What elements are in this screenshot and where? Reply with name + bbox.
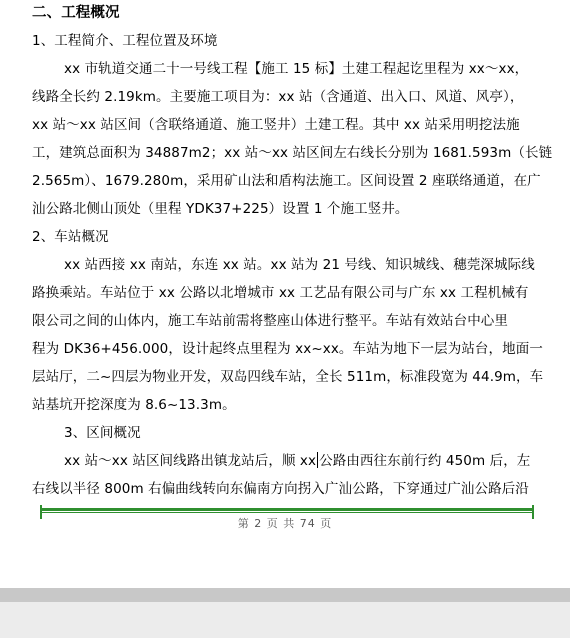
paragraph-line: xx 站西接 xx 南站，东连 xx 站。xx 站为 21 号线、知识城线、穗莞深城际线 <box>64 257 535 273</box>
horizontal-scrollbar[interactable] <box>0 588 570 602</box>
paragraph-line: 工，建筑总面积为 34887m2；xx 站～xx 站区间左右线长分别为 1681.593m（长链 <box>32 145 553 161</box>
viewer-bottom-area <box>0 602 570 638</box>
footer-rule-thin <box>40 512 534 513</box>
paragraph-line-with-cursor[interactable] <box>64 452 530 470</box>
paragraph-line: xx 站～xx 站区间（含联络通道、施工竖井）土建工程。其中 xx 站采用明挖法施 <box>32 117 520 133</box>
paragraph-line: 站基坑开挖深度为 8.6~13.3m。 <box>32 397 236 413</box>
paragraph-line: 层站厅，二~四层为物业开发，双岛四线车站，全长 511m，标准段宽为 44.9m，车 <box>32 369 544 385</box>
section-heading: 二、工程概况 <box>32 5 120 21</box>
page-number: 第 2 页 共 74 页 <box>237 517 333 530</box>
paragraph-line: 程为 DK36+456.000，设计起终点里程为 xx~xx。车站为地下一层为站台，地面一 <box>32 341 543 357</box>
paragraph-line: 汕公路北侧山顶处（里程 YDK37+225）设置 1 个施工竖井。 <box>32 201 409 217</box>
subheading-station: 2、车站概况 <box>32 229 109 245</box>
paragraph-line: 路换乘站。车站位于 xx 公路以北增城市 xx 工艺品有限公司与广东 xx 工程机械有 <box>32 285 529 301</box>
subheading-interval: 3、区间概况 <box>64 425 141 441</box>
paragraph-line: 限公司之间的山体内，施工车站前需将整座山体进行整平。车站有效站台中心里 <box>32 313 508 329</box>
footer-rule <box>40 508 534 511</box>
text-before-cursor: xx 站～xx 站区间线路出镇龙站后，顺 xx <box>64 453 317 469</box>
paragraph-line: 右线以半径 800m 右偏曲线转向东偏南方向拐入广汕公路，下穿通过广汕公路后沿 <box>32 481 529 497</box>
text-cursor <box>317 452 318 468</box>
paragraph-line: 2.565m）、1679.280m，采用矿山法和盾构法施工。区间设置 2 座联络通道，在广 <box>32 173 541 189</box>
subheading-project-intro: 1、工程简介、工程位置及环境 <box>32 33 218 49</box>
page-gap <box>0 560 570 588</box>
paragraph-line: 线路全长约 2.19km。主要施工项目为：xx 站（含通道、出入口、风道、风亭）， <box>32 89 524 105</box>
paragraph-line: xx 市轨道交通二十一号线工程【施工 15 标】土建工程起讫里程为 xx～xx， <box>64 61 529 77</box>
text-after-cursor: 公路由西往东前行约 450m 后，左 <box>319 453 531 469</box>
